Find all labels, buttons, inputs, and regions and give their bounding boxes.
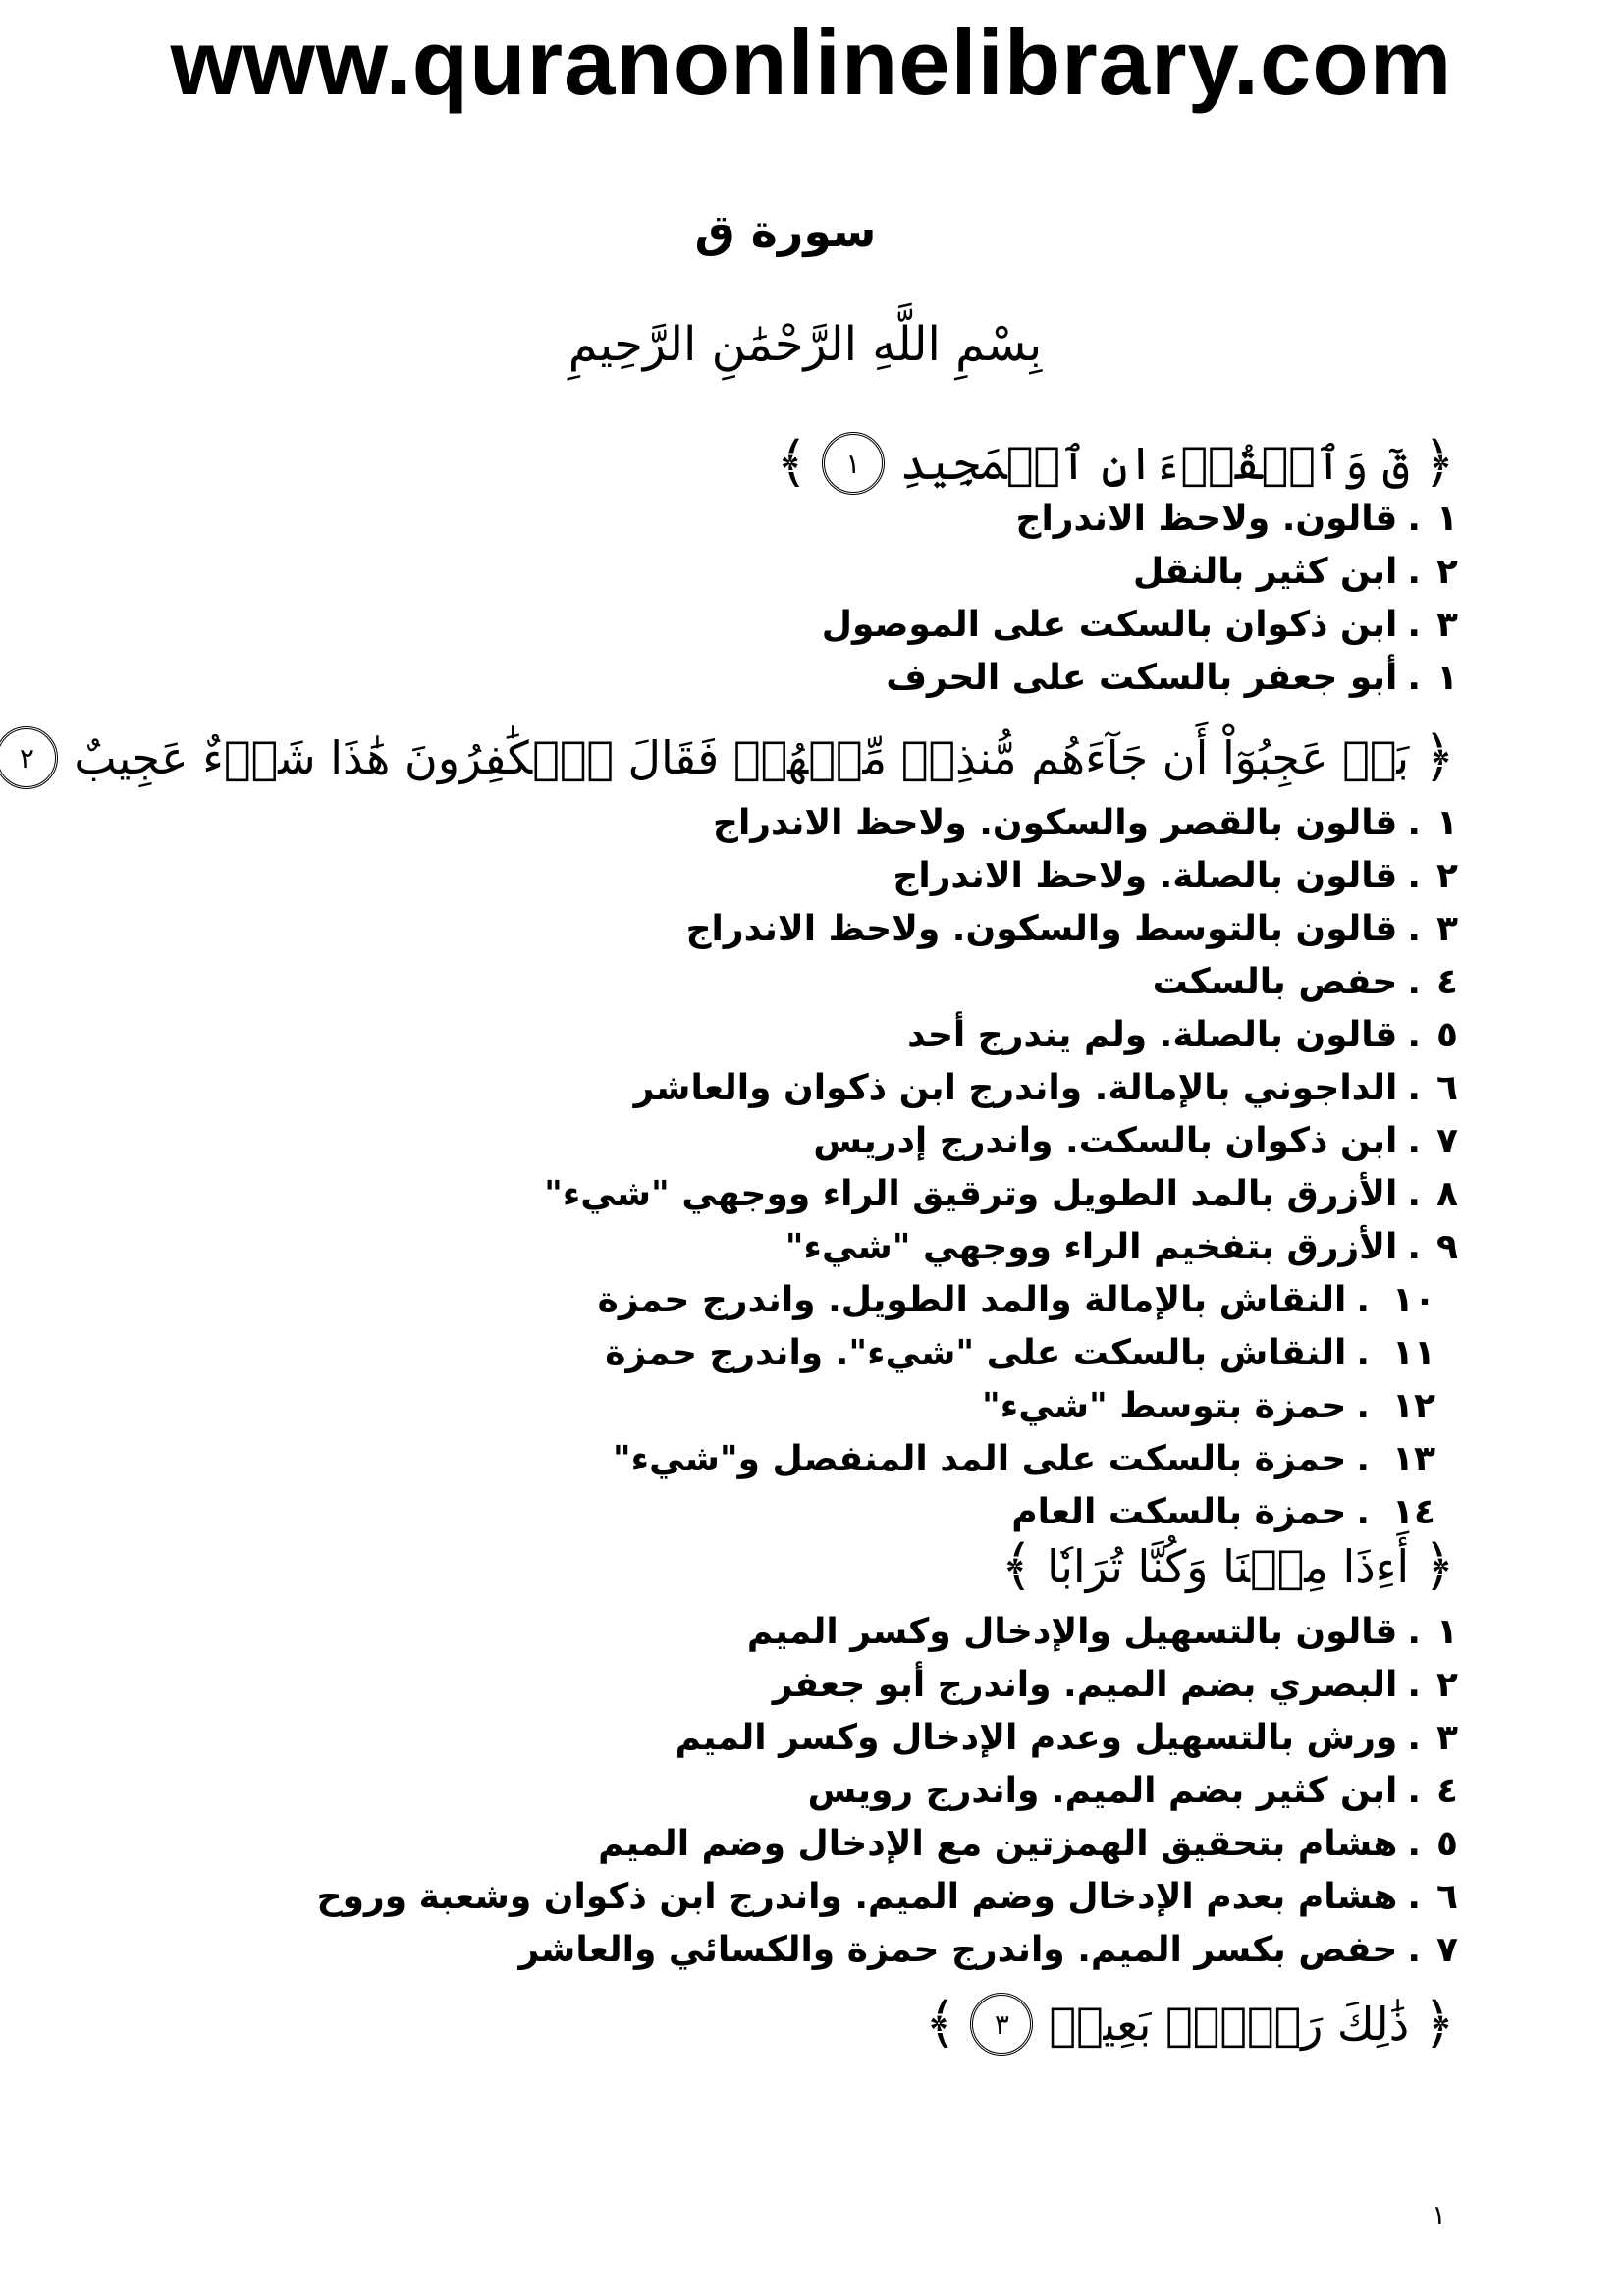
item-dot: . <box>1407 1174 1421 1214</box>
verse-open-bracket: ﴿ <box>1423 725 1455 789</box>
site-url-header: www.quranonlinelibrary.com <box>170 11 1453 114</box>
item-number: ٦ <box>1436 1877 1458 1917</box>
item-number: ٥ <box>1436 1824 1458 1864</box>
item-number: ١٢ <box>1392 1386 1435 1426</box>
list-item <box>317 1612 1458 1665</box>
verse-1 <box>770 432 1461 495</box>
list-item <box>317 1877 1458 1930</box>
verse-close-bracket: ﴾ <box>1001 1534 1034 1598</box>
item-text: قالون بالتوسط والسكون. ولاحظ الاندراج <box>685 909 1398 949</box>
item-dot: . <box>1407 1612 1421 1652</box>
item-text: حمزة بالسكت العام <box>1011 1492 1347 1532</box>
list-item <box>544 1015 1458 1068</box>
item-text: أبو جعفر بالسكت على الحرف <box>886 658 1398 698</box>
list-item <box>822 499 1458 552</box>
item-text: النقاش بالإمالة والمد الطويل. واندرج حمزة <box>597 1280 1347 1320</box>
item-number: ١١ <box>1392 1333 1435 1373</box>
list-item <box>822 658 1458 711</box>
item-dot: . <box>1356 1492 1370 1532</box>
list-item <box>544 1439 1458 1492</box>
item-text: النقاش بالسكت على "شيء". واندرج حمزة <box>605 1333 1347 1373</box>
item-number: ٦ <box>1436 1068 1458 1108</box>
item-dot: . <box>1407 962 1421 1002</box>
item-text: حفص بالسكت <box>1152 962 1398 1002</box>
item-number: ٢ <box>1436 856 1458 896</box>
verse-text: قٓ وَٱلۡقُرۡءَانِ ٱلۡمَجِيدِ <box>899 437 1410 490</box>
item-number: ٩ <box>1436 1227 1458 1267</box>
item-dot: . <box>1407 1718 1421 1758</box>
list-item <box>317 1771 1458 1824</box>
item-text: قالون بالصلة. ولاحظ الاندراج <box>893 856 1398 896</box>
verse-text: ذَٰلِكَ رَجۡعُۢ بَعِيدٞ <box>1049 1998 1410 2051</box>
list-item <box>544 1280 1458 1333</box>
item-dot: . <box>1407 856 1421 896</box>
list-item <box>544 909 1458 962</box>
item-number: ٤ <box>1436 962 1458 1002</box>
item-dot: . <box>1407 552 1421 592</box>
list-item <box>544 1121 1458 1174</box>
item-dot: . <box>1356 1439 1370 1479</box>
item-text: حمزة بالسكت على المد المنفصل و"شيء" <box>612 1439 1347 1479</box>
verse-open-bracket: ﴿ <box>1423 431 1455 495</box>
item-dot: . <box>1407 658 1421 698</box>
item-text: قالون بالقصر والسكون. ولاحظ الاندراج <box>713 803 1398 843</box>
item-dot: . <box>1407 1121 1421 1161</box>
item-dot: . <box>1407 1015 1421 1055</box>
list-item <box>544 1227 1458 1280</box>
list-item <box>544 1386 1458 1439</box>
ayah-number-marker: ١ <box>822 432 885 495</box>
list-item <box>544 803 1458 856</box>
verse-2 <box>0 726 1461 789</box>
item-number: ٣ <box>1436 1718 1458 1758</box>
item-text: الأزرق بتفخيم الراء ووجهي "شيء" <box>784 1227 1398 1267</box>
item-dot: . <box>1407 1877 1421 1917</box>
item-dot: . <box>1407 1771 1421 1811</box>
item-number: ٢ <box>1436 1665 1458 1705</box>
verse-close-bracket: ﴾ <box>924 1992 957 2056</box>
item-number: ١٣ <box>1392 1439 1435 1479</box>
verse-text: بَلۡ عَجِبُوٓاْ أَن جَآءَهُم مُّنذِرٞ مِّنۡهُمۡ فَقَالَ ٱلۡكَٰفِرُونَ هَٰذَا شَيۡءٌ عَجِيبٌ <box>74 731 1410 784</box>
item-dot: . <box>1407 909 1421 949</box>
item-number: ١ <box>1436 658 1458 698</box>
item-text: ابن كثير بالنقل <box>1132 552 1398 592</box>
item-number: ٣ <box>1436 909 1458 949</box>
readings-list-verse-1 <box>822 499 1458 711</box>
item-number: ٧ <box>1436 1930 1458 1970</box>
readings-list-verse-2 <box>544 803 1458 1545</box>
list-item <box>317 1665 1458 1718</box>
item-dot: . <box>1356 1280 1370 1320</box>
verse-close-bracket: ﴾ <box>776 431 808 495</box>
item-text: قالون بالصلة. ولم يندرج أحد <box>907 1015 1398 1055</box>
item-number: ١ <box>1436 499 1458 539</box>
list-item <box>317 1718 1458 1771</box>
item-text: قالون بالتسهيل والإدخال وكسر الميم <box>746 1612 1398 1652</box>
readings-list-verse-3 <box>317 1612 1458 1983</box>
item-text: قالون. ولاحظ الاندراج <box>1015 499 1398 539</box>
item-dot: . <box>1407 605 1421 645</box>
item-text: ابن كثير بضم الميم. واندرج رويس <box>807 1771 1398 1811</box>
list-item <box>544 856 1458 909</box>
list-item <box>544 1333 1458 1386</box>
list-item <box>317 1824 1458 1877</box>
verse-text: أَءِذَا مِتۡنَا وَكُنَّا تُرَابٗا <box>1047 1540 1410 1593</box>
item-number: ٢ <box>1436 552 1458 592</box>
verse-open-bracket: ﴿ <box>1423 1992 1455 2056</box>
surah-title: سورة ق <box>694 204 877 257</box>
item-number: ١٠ <box>1392 1280 1435 1320</box>
item-number: ١٤ <box>1392 1492 1435 1532</box>
item-number: ١ <box>1436 1612 1458 1652</box>
item-dot: . <box>1407 803 1421 843</box>
item-number: ٨ <box>1436 1174 1458 1214</box>
list-item <box>822 552 1458 605</box>
item-dot: . <box>1356 1386 1370 1426</box>
item-number: ٤ <box>1436 1771 1458 1811</box>
ayah-number-marker: ٣ <box>970 1993 1033 2056</box>
item-number: ٧ <box>1436 1121 1458 1161</box>
list-item <box>544 1068 1458 1121</box>
item-dot: . <box>1407 1930 1421 1970</box>
item-text: ابن ذكوان بالسكت. واندرج إدريس <box>813 1121 1398 1161</box>
item-text: حفص بكسر الميم. واندرج حمزة والكسائي والعاشر <box>518 1930 1398 1970</box>
item-dot: . <box>1407 499 1421 539</box>
item-text: البصري بضم الميم. واندرج أبو جعفر <box>772 1665 1398 1705</box>
list-item <box>317 1930 1458 1983</box>
verse-3 <box>995 1534 1461 1598</box>
ayah-number-marker: ٢ <box>0 726 58 789</box>
item-text: هشام بعدم الإدخال وضم الميم. واندرج ابن ذكوان وشعبة وروح <box>316 1877 1398 1917</box>
item-text: هشام بتحقيق الهمزتين مع الإدخال وضم الميم <box>598 1824 1398 1864</box>
verse-4 <box>919 1993 1461 2056</box>
page-number: ١ <box>1432 2199 1447 2231</box>
item-dot: . <box>1407 1227 1421 1267</box>
item-number: ٥ <box>1436 1015 1458 1055</box>
item-text: حمزة بتوسط "شيء" <box>982 1386 1347 1426</box>
item-dot: . <box>1407 1665 1421 1705</box>
item-text: الأزرق بالمد الطويل وترقيق الراء ووجهي "شيء" <box>544 1174 1398 1214</box>
list-item <box>544 1174 1458 1227</box>
item-text: ابن ذكوان بالسكت على الموصول <box>821 605 1398 645</box>
list-item <box>822 605 1458 658</box>
item-number: ٣ <box>1436 605 1458 645</box>
item-text: الداجوني بالإمالة. واندرج ابن ذكوان والعاشر <box>633 1068 1398 1108</box>
item-text: ورش بالتسهيل وعدم الإدخال وكسر الميم <box>675 1718 1398 1758</box>
basmala: بِسْمِ اللَّهِ الرَّحْمَٰنِ الرَّحِيمِ <box>568 317 1043 372</box>
list-item <box>544 962 1458 1015</box>
item-dot: . <box>1407 1824 1421 1864</box>
item-number: ١ <box>1436 803 1458 843</box>
item-dot: . <box>1356 1333 1370 1373</box>
item-dot: . <box>1407 1068 1421 1108</box>
verse-open-bracket: ﴿ <box>1423 1534 1455 1598</box>
